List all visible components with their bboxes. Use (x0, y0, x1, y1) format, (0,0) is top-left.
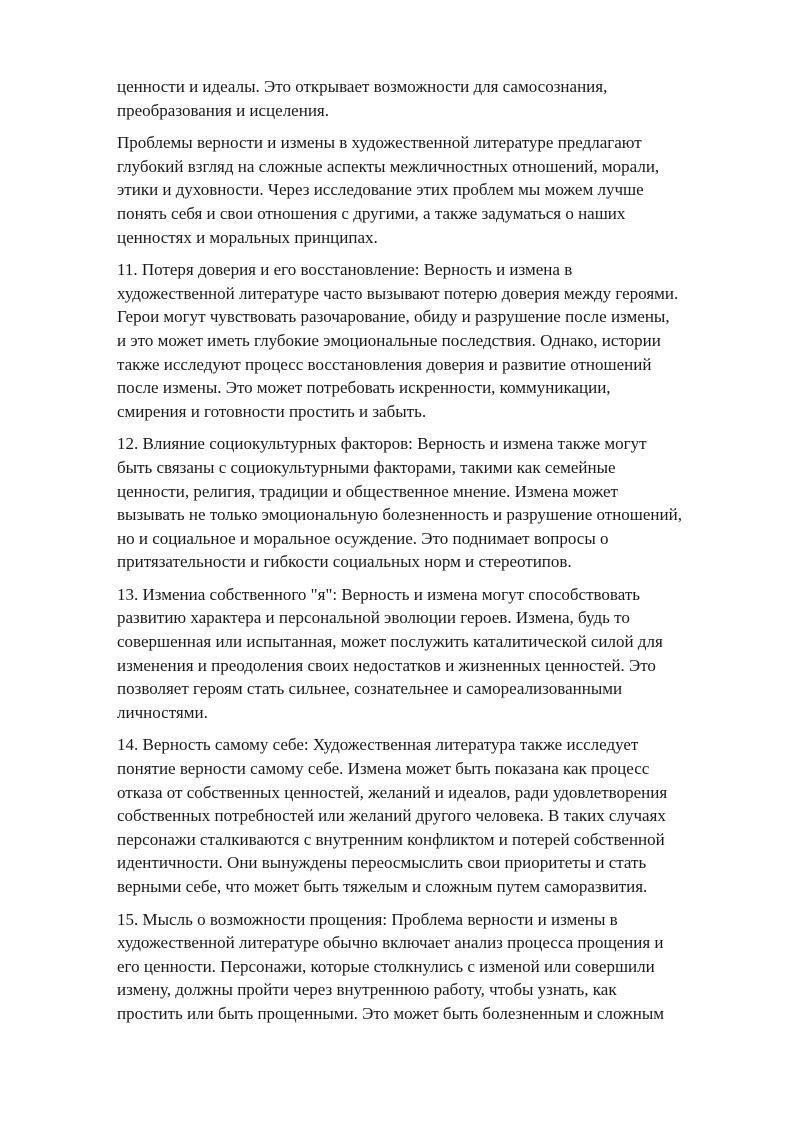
text-line: идентичности. Они вынуждены переосмыслить свои приоритеты и стать (117, 853, 647, 873)
text-line: Проблемы верности и измены в художественной литературе предлагают (117, 133, 642, 153)
text-line: также исследуют процесс восстановления доверия и развитие отношений (117, 354, 652, 374)
paragraph-intro-continuation (117, 75, 747, 122)
text-line: 12. Влияние социокультурных факторов: Верность и измена также могут (117, 434, 647, 454)
text-line: вызывать не только эмоциональную болезненность и разрушение отношений, (117, 505, 682, 525)
text-line: понятие верности самому себе. Измена может быть показана как процесс (117, 759, 650, 779)
text-line: 14. Верность самому себе: Художественная литература также исследует (117, 735, 639, 755)
text-line: развитию характера и персональной эволюции героев. Измена, будь то (117, 608, 630, 628)
paragraph-summary (117, 131, 747, 249)
paragraph-item-11 (117, 258, 747, 423)
text-line: глубокий взгляд на сложные аспекты межличностных отношений, морали, (117, 156, 660, 176)
document-page (117, 75, 747, 1035)
text-line: ценности, религия, традиции и общественное мнение. Измена может (117, 481, 618, 501)
paragraph-item-12 (117, 432, 747, 574)
text-line: преобразования и исцеления. (117, 100, 329, 120)
text-line: быть связаны с социокультурными факторами, такими как семейные (117, 457, 616, 477)
paragraph-item-15 (117, 908, 747, 1026)
text-line: но и социальное и моральное осуждение. Это поднимает вопросы о (117, 528, 609, 548)
text-line: этики и духовности. Через исследование этих проблем мы можем лучше (117, 180, 644, 200)
text-line: Герои могут чувствовать разочарование, обиду и разрушение после измены, (117, 307, 670, 327)
text-line: отказа от собственных ценностей, желаний и идеалов, ради удовлетворения (117, 782, 668, 802)
text-line: позволяет героям стать сильнее, сознательнее и самореализованными (117, 679, 623, 699)
text-line: художественной литературе часто вызывают потерю доверия между героями. (117, 283, 679, 303)
paragraph-item-13 (117, 583, 747, 725)
paragraph-item-14 (117, 733, 747, 898)
text-line: и это может иметь глубокие эмоциональные последствия. Однако, истории (117, 330, 661, 350)
text-line: после измены. Это может потребовать искренности, коммуникации, (117, 378, 611, 398)
text-line: верными себе, что может быть тяжелым и сложным путем саморазвития. (117, 877, 648, 896)
text-line: его ценности. Персонажи, которые столкнулись с изменой или совершили (117, 956, 655, 976)
text-line: изменения и преодоления своих недостатков и жизненных ценностей. Это (117, 655, 656, 675)
text-line: личностями. (117, 702, 208, 722)
text-line: ценности и идеалы. Это открывает возможности для самосознания, (117, 77, 608, 96)
text-line: 11. Потеря доверия и его восстановление: Верность и измена в (117, 260, 573, 280)
text-line: смирения и готовности простить и забыть. (117, 401, 427, 421)
text-line: совершенная или испытанная, может послужить каталитической силой для (117, 632, 663, 652)
text-line: измену, должны пройти через внутреннюю работу, чтобы узнать, как (117, 980, 617, 1000)
text-line: ценностях и моральных принципах. (117, 227, 378, 247)
text-line: понять себя и свои отношения с другими, а также задуматься о наших (117, 203, 626, 223)
text-line: притязательности и гибкости социальных норм и стереотипов. (117, 552, 572, 572)
text-line: собственных потребностей или желаний другого человека. В таких случаях (117, 806, 666, 826)
text-line: художественной литературе обычно включает анализ процесса прощения и (117, 933, 664, 953)
text-line: 15. Мысль о возможности прощения: Проблема верности и измены в (117, 909, 618, 929)
text-line: простить или быть прощенными. Это может быть болезненным и сложным (117, 1003, 665, 1023)
text-line: 13. Измениа собственного "я": Верность и измена могут способствовать (117, 584, 640, 604)
text-line: персонажи сталкиваются с внутренним конфликтом и потерей собственной (117, 829, 665, 849)
